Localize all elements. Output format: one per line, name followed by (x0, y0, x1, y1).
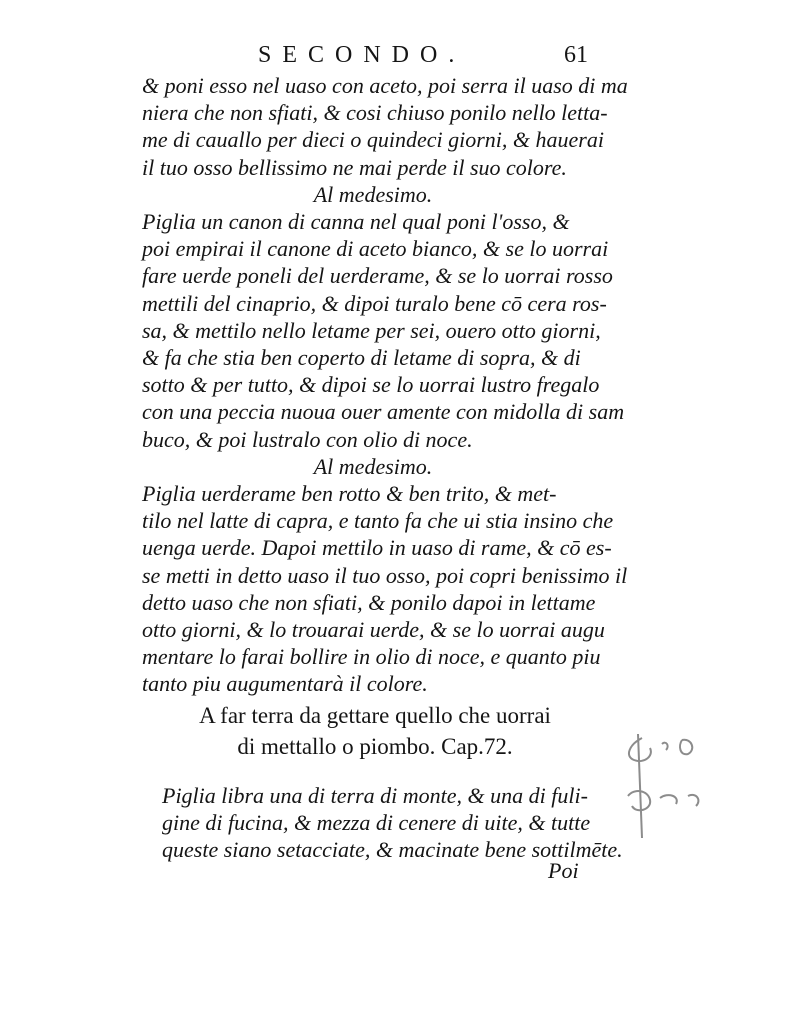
running-title: SECONDO. (258, 42, 466, 68)
text-line: poi empirai il canone di aceto bianco, & se lo uorrai (142, 236, 609, 262)
text-line: gine di fucina, & mezza di cenere di uite, & tutte (162, 810, 591, 836)
chapter-heading (150, 700, 600, 762)
catchword: Poi (548, 858, 579, 883)
text-line: otto giorni, & lo trouarai uerde, & se lo uorrai augu (142, 617, 605, 643)
main-text-block (142, 72, 628, 698)
text-line: Piglia uerderame ben rotto & ben trito, & met- (142, 481, 557, 507)
text-line: sotto & per tutto, & dipoi se lo uorrai lustro fregalo (142, 372, 600, 398)
page-number: 61 (564, 42, 588, 68)
text-line: buco, & poi lustralo con olio di noce. (142, 426, 473, 452)
text-line: & fa che stia ben coperto di letame di sopra, & di (142, 345, 581, 371)
text-line: queste siano setacciate, & macinate bene sottilmēte. (162, 837, 623, 863)
text-line: & poni esso nel uaso con aceto, poi serra il uaso di ma (142, 73, 628, 98)
text-line: detto uaso che non sfiati, & ponilo dapoi in lettame (142, 589, 596, 615)
text-line: sa, & mettilo nello letame per sei, ouero otto giorni, (142, 317, 601, 343)
text-line: uenga uerde. Dapoi mettilo in uaso di rame, & cō es- (142, 535, 612, 561)
text-line: mentare lo farai bollire in olio di noce, e quanto piu (142, 644, 601, 670)
text-line: fare uerde poneli del uerderame, & se lo uorrai rosso (142, 263, 613, 289)
text-line: niera che non sfiati, & cosi chiuso ponilo nello letta- (142, 100, 608, 126)
text-line: Piglia un canon di canna nel qual poni l'osso, & (142, 209, 570, 235)
section-heading: Al medesimo. (313, 453, 433, 479)
text-line: mettili del cinaprio, & dipoi turalo bene cō cera ros- (142, 290, 607, 316)
running-head (258, 42, 588, 72)
final-paragraph (162, 782, 623, 864)
text-line: tanto piu augumentarà il colore. (142, 671, 428, 697)
text-line: con una peccia nuoua ouer amente con midolla di sam (142, 399, 625, 425)
text-line: tilo nel latte di capra, e tanto fa che ui stia insino che (142, 508, 614, 534)
section-heading: Al medesimo. (313, 181, 433, 207)
text-line: me di cauallo per dieci o quindeci giorni, & hauerai (142, 127, 604, 153)
text-line: se metti in detto uaso il tuo osso, poi copri benissimo il (142, 562, 628, 588)
text-line: Piglia libra una di terra di monte, & una di fuli- (162, 783, 588, 808)
chapter-heading-line: di mettallo o piombo. Cap.72. (237, 734, 513, 759)
handwritten-marginal-note-icon (610, 726, 720, 846)
chapter-heading-line: A far terra da gettare quello che uorrai (199, 703, 551, 728)
text-line: il tuo osso bellissimo ne mai perde il suo colore. (142, 154, 567, 180)
